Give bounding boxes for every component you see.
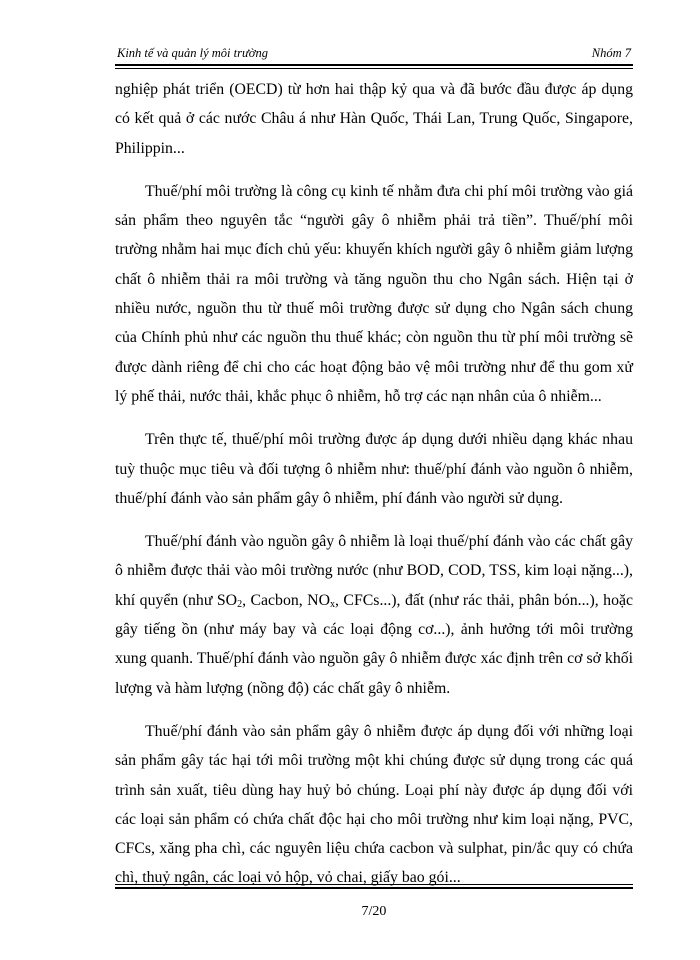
paragraph-2: Thuế/phí môi trường là công cụ kinh tế nhằm đưa chi phí môi trường vào giá sản phẩm theo nguyên tắc “người gây ô nhiễm phải trả tiền”. Thuế/phí môi trường nhằm hai mục đích chủ yếu: khuyến khích người gây ô nhiễm giảm lượng chất ô nhiễm thải ra môi trường và tăng nguồn thu cho Ngân sách. Hiện tại ở nhiều nước, nguồn thu từ thuế môi trường được sử dụng cho Ngân sách chung của Chính phủ như các nguồn thu thuế khác; còn nguồn thu từ phí môi trường sẽ được dành riêng để chi cho các hoạt động bảo vệ môi trường như để thu gom xử lý phế thải, nước thải, khắc phục ô nhiễm, hỗ trợ các nạn nhân của ô nhiễm... bbox=[115, 182, 633, 405]
document-body bbox=[115, 75, 633, 893]
footer-rule bbox=[115, 884, 633, 889]
header-group: Nhóm 7 bbox=[591, 46, 631, 60]
nox-subscript: x bbox=[330, 598, 335, 610]
so2-subscript: 2 bbox=[237, 598, 243, 610]
paragraph-1: nghiệp phát triển (OECD) từ hơn hai thập kỷ qua và đã bước đầu được áp dụng có kết quả ở các nước Châu á như Hàn Quốc, Thái Lan, Trung Quốc, Singapore, Philippin... bbox=[115, 81, 633, 157]
header-title: Kinh tế và quản lý môi trường bbox=[117, 46, 268, 60]
paragraph-5: Thuế/phí đánh vào sản phẩm gây ô nhiễm được áp dụng đối với những loại sản phẩm gây tác hại tới môi trường một khi chúng được sử dụng trong các quá trình sản xuất, tiêu dùng hay huỷ bỏ chúng. Loại phí này được áp dụng đối với các loại sản phẩm có chứa chất độc hại cho môi trường như kim loại nặng, PVC, CFCs, xăng pha chì, các nguyên liệu chứa cacbon và sulphat, pin/ắc quy có chứa chì, thuỷ ngân, các loại vỏ hộp, vỏ chai, giấy bao gói... bbox=[115, 722, 633, 887]
paragraph-4-part-c: , CFCs...), đất (như rác thải, phân bón...), hoặc gây tiếng ồn (như máy bay và các loại động cơ...), ảnh hưởng tới môi trường xung quanh. Thuế/phí đánh vào nguồn gây ô nhiễm được xác định trên cơ sở khối lượng và hàm lượng (nồng độ) các chất gây ô nhiễm. bbox=[115, 591, 633, 697]
page-header bbox=[115, 44, 633, 62]
document-page bbox=[115, 44, 633, 907]
paragraph-3: Trên thực tế, thuế/phí môi trường được áp dụng dưới nhiều dạng khác nhau tuỳ thuộc mục tiêu và đối tượng ô nhiễm như: thuế/phí đánh vào nguồn ô nhiễm, thuế/phí đánh vào sản phẩm gây ô nhiễm, phí đánh vào người sử dụng. bbox=[115, 431, 633, 507]
header-rule bbox=[115, 64, 633, 69]
paragraph-4 bbox=[115, 527, 633, 703]
paragraph-4-part-b: , Cacbon, NO bbox=[242, 591, 330, 609]
page-number: 7/20 bbox=[361, 904, 387, 919]
paragraph-4-part-a: Thuế/phí đánh vào nguồn gây ô nhiễm là loại thuế/phí đánh vào các chất gây ô nhiễm được thải vào môi trường nước (như BOD, COD, TSS, kim loại nặng...), khí quyển (như SO bbox=[115, 533, 633, 609]
